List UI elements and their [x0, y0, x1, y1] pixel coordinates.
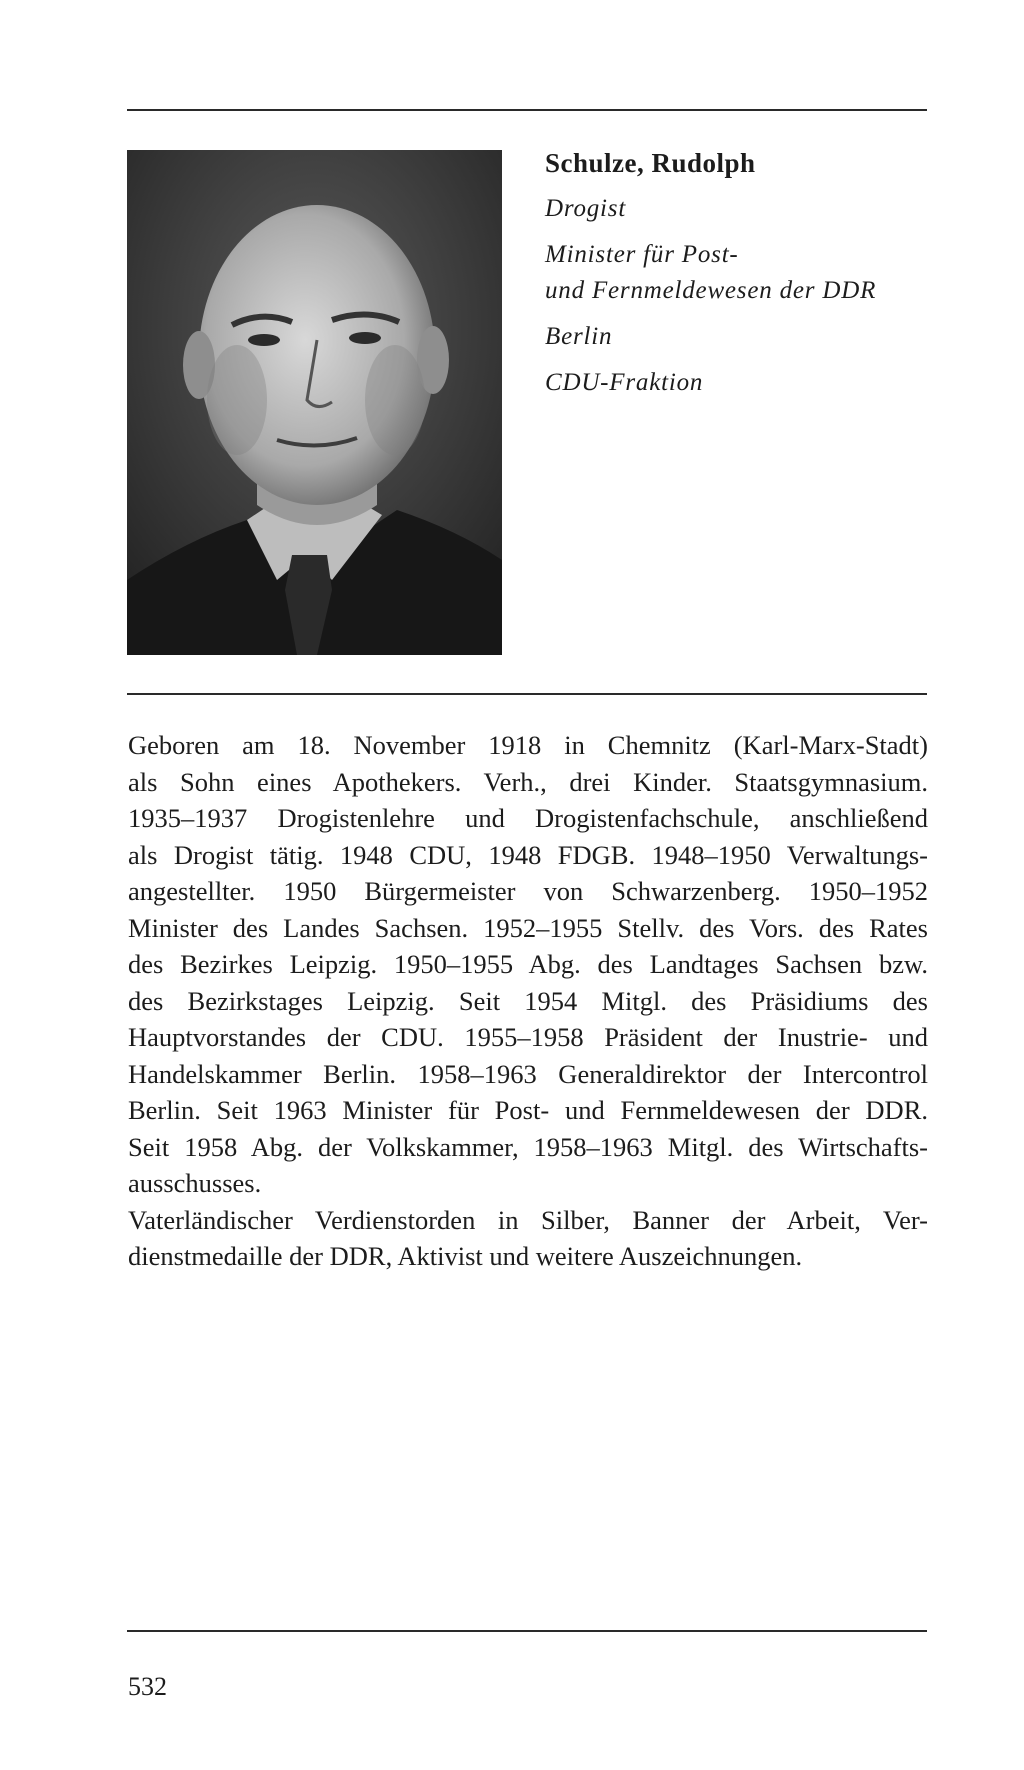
bio-line: Minister des Landes Sachsen. 1952–1955 Stellv. des Vors. des Rates — [128, 912, 928, 943]
bio-line: Hauptvorstandes der CDU. 1955–1958 Präsident der Inustrie- und — [128, 1022, 928, 1052]
top-divider — [127, 109, 927, 111]
bio-line: ausschusses. — [128, 1168, 262, 1198]
bio-line: Seit 1958 Abg. der Volkskammer, 1958–1963 Mitgl. des Wirtschafts- — [128, 1131, 928, 1162]
bio-line: Vaterländischer Verdienstorden in Silber, Banner der Arbeit, Ver- — [128, 1204, 928, 1235]
bio-line: Berlin. Seit 1963 Minister für Post- und Fernmeldewesen der DDR. — [128, 1095, 928, 1125]
bio-line: angestellter. 1950 Bürgermeister von Schwarzenberg. 1950–1952 — [128, 876, 928, 906]
bio-line: des Bezirkstages Leipzig. Seit 1954 Mitgl. des Präsidiums des — [128, 985, 928, 1016]
bio-line: als Sohn eines Apothekers. Verh., drei Kinder. Staatsgymnasium. — [128, 766, 928, 797]
bio-line: 1935–1937 Drogistenlehre und Drogistenfachschule, anschließend — [128, 803, 928, 833]
bio-line: Geboren am 18. November 1918 in Chemnitz (Karl-Marx-Stadt) — [128, 730, 928, 760]
profession: Drogist — [545, 195, 627, 222]
entry-header — [545, 145, 935, 401]
bottom-divider — [127, 1630, 927, 1632]
faction: CDU-Fraktion — [545, 369, 704, 396]
bio-line: als Drogist tätig. 1948 CDU, 1948 FDGB. 1948–1950 Verwaltungs- — [128, 839, 928, 870]
portrait-illustration — [127, 150, 502, 655]
biography — [128, 727, 928, 1275]
middle-divider — [127, 693, 927, 695]
person-name: Schulze, Rudolph — [545, 148, 756, 178]
position-line-1: Minister für Post- — [545, 241, 739, 268]
portrait-photo — [127, 150, 502, 655]
bio-line: dienstmedaille der DDR, Aktivist und weitere Auszeichnungen. — [128, 1241, 803, 1271]
bio-line: Handelskammer Berlin. 1958–1963 Generaldirektor der Intercontrol — [128, 1058, 928, 1089]
bio-line: des Bezirkes Leipzig. 1950–1955 Abg. des Landtages Sachsen bzw. — [128, 949, 928, 979]
page-number: 532 — [128, 1672, 167, 1701]
city: Berlin — [545, 323, 613, 350]
position-line-2: und Fernmeldewesen der DDR — [545, 277, 877, 304]
